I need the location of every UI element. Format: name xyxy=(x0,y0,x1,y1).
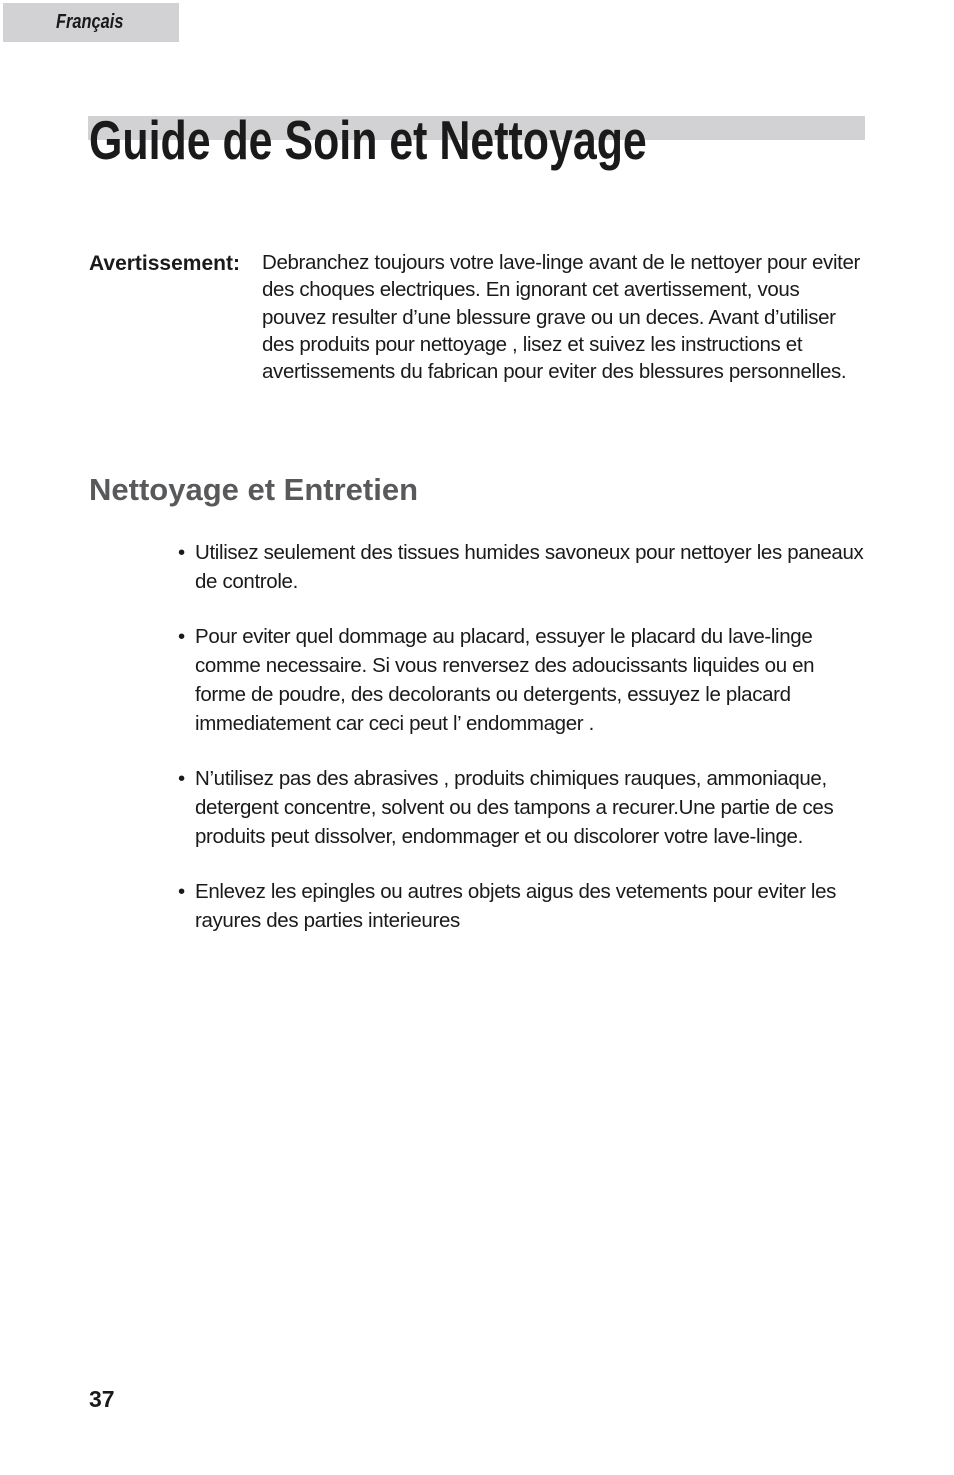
warning-label: Avertissement: xyxy=(89,252,240,275)
section-heading: Nettoyage et Entretien xyxy=(89,472,419,507)
bullet-icon: • xyxy=(178,880,185,903)
list-item-text: N’utilisez pas des abrasives , produits chimiques rauques, ammoniaque, detergent concentre, solvent ou des tampons a recurer.Une partie de ces produits peut dissolver, endommager et ou discolorer votre lave-linge. xyxy=(195,767,834,848)
language-tab-label: Français xyxy=(56,11,124,33)
bullet-icon: • xyxy=(178,541,185,564)
list-item xyxy=(178,764,868,851)
list-item xyxy=(178,622,868,738)
list-item-text: Pour eviter quel dommage au placard, essuyer le placard du lave-linge comme necessaire. Si vous renversez des adoucissants liquides ou en forme de poudre, des decolorants ou detergents, essuyez le placard immediatement car ceci peut l’ endommager . xyxy=(195,625,815,735)
page-title: Guide de Soin et Nettoyage xyxy=(89,109,647,171)
page-number: 37 xyxy=(89,1386,115,1412)
language-tab xyxy=(3,3,179,42)
list-item-text: Enlevez les epingles ou autres objets aigus des vetements pour eviter les rayures des parties interieures xyxy=(195,880,837,932)
list-item xyxy=(178,877,868,935)
list-item xyxy=(178,538,868,596)
bullet-icon: • xyxy=(178,625,185,648)
bullet-icon: • xyxy=(178,767,185,790)
warning-text: Debranchez toujours votre lave-linge avant de le nettoyer pour eviter des choques electriques. En ignorant cet avertissement, vous pouvez resulter d’une blessure grave ou un deces. Avant d’utiliser des produits pour nettoyage , lisez et suivez les instructions et avertissements du fabrican pour eviter des blessures personnelles. xyxy=(262,251,861,384)
cleaning-instructions-list xyxy=(178,538,868,961)
list-item-text: Utilisez seulement des tissues humides savoneux pour nettoyer les paneaux de controle. xyxy=(195,541,864,593)
